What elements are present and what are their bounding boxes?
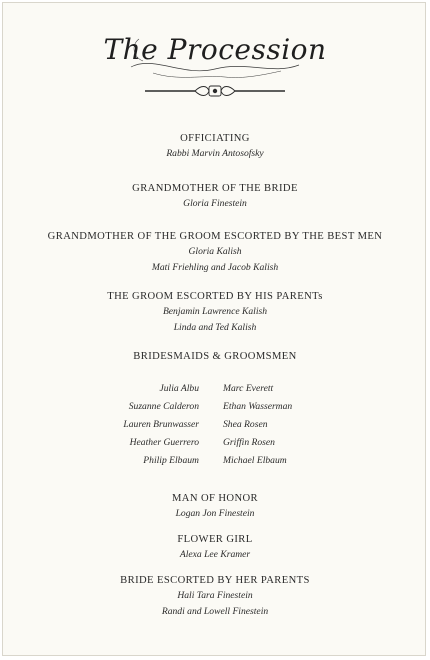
participant-name: Benjamin Lawrence Kalish (162, 306, 268, 317)
section-heading: FLOWER GIRL (177, 534, 253, 545)
bridesmaid-name: Julia Albu (159, 383, 199, 394)
section-grandmother-of-groom (3, 229, 427, 276)
participant-name: Logan Jon Finestein (175, 508, 255, 519)
bridesmaid-name: Heather Guerrero (129, 437, 199, 448)
groomsman-name: Shea Rosen (223, 419, 268, 430)
party-row (3, 399, 427, 417)
section-officiating (3, 131, 427, 162)
section-groom-escorted (3, 289, 427, 336)
section-bride-escorted (3, 573, 427, 620)
participant-name: Gloria Kalish (188, 246, 242, 257)
section-heading: BRIDE ESCORTED BY HER PARENTS (120, 575, 310, 586)
bridesmaid-name: Philip Elbaum (143, 455, 199, 466)
section-grandmother-of-bride (3, 181, 427, 212)
party-row (3, 381, 427, 399)
groomsman-name: Michael Elbaum (223, 455, 287, 466)
section-heading: OFFICIATING (180, 133, 250, 144)
groomsman-name: Griffin Rosen (223, 437, 275, 448)
section-heading: THE GROOM ESCORTED BY HIS PARENTs (107, 291, 323, 302)
section-heading: MAN OF HONOR (171, 493, 259, 504)
participant-name: Rabbi Marvin Antosofsky (166, 148, 264, 159)
groomsman-name: Marc Everett (223, 383, 274, 394)
section-flower-girl (3, 532, 427, 563)
party-row (3, 453, 427, 471)
wedding-party-list (3, 381, 427, 471)
participant-name: Gloria Finestein (183, 198, 247, 209)
participant-name: Hali Tara Finestein (177, 590, 253, 601)
participant-name: Randi and Lowell Finestein (161, 606, 269, 617)
groomsman-name: Ethan Wasserman (223, 401, 293, 412)
ornament-divider-icon (143, 83, 287, 99)
bridesmaid-name: Suzanne Calderon (128, 401, 199, 412)
section-heading: GRANDMOTHER OF THE BRIDE (132, 183, 298, 194)
participant-name: Alexa Lee Kramer (179, 549, 251, 560)
program-page (2, 2, 426, 656)
page-title: The Procession (103, 33, 327, 66)
section-man-of-honor (3, 491, 427, 522)
participant-name: Linda and Ted Kalish (173, 322, 257, 333)
section-heading: BRIDESMAIDS & GROOMSMEN (133, 351, 297, 362)
party-row (3, 435, 427, 453)
bridesmaid-name: Lauren Brunwasser (123, 419, 199, 430)
participant-name: Mati Friehling and Jacob Kalish (151, 262, 279, 273)
party-row (3, 417, 427, 435)
section-heading: GRANDMOTHER OF THE GROOM ESCORTED BY THE BEST MEN (47, 231, 383, 242)
section-bridesmaids-groomsmen (3, 349, 427, 364)
